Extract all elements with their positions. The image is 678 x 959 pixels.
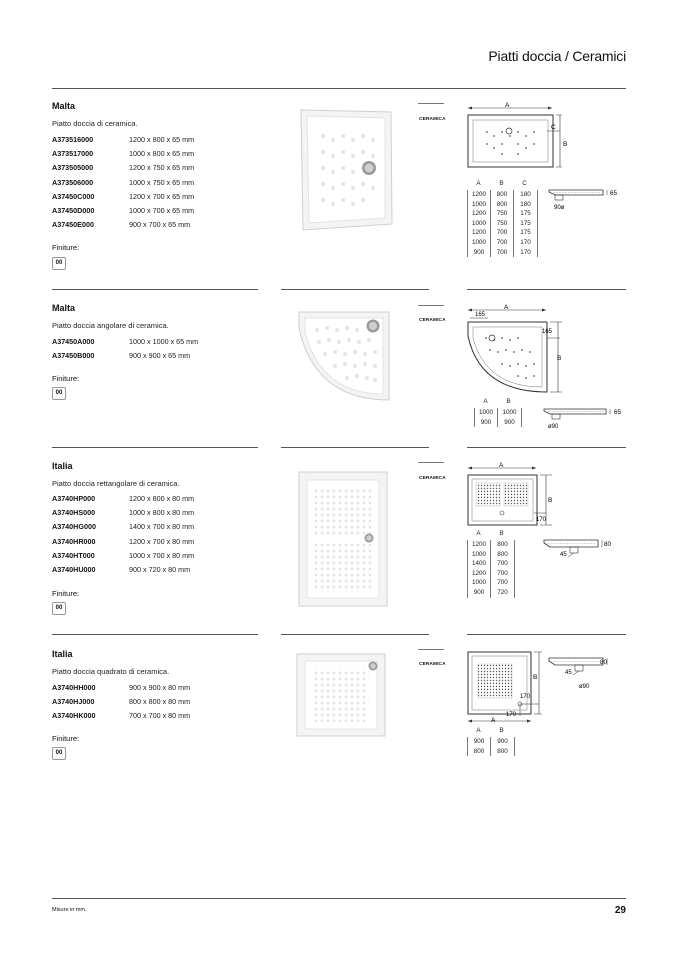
- table-cell: 1400: [471, 560, 486, 568]
- rectangular-shower-tray-photo: [295, 470, 391, 610]
- dim-label-c: C: [551, 124, 556, 131]
- table-cell: 700: [496, 229, 508, 237]
- photo-divider: [281, 447, 429, 448]
- product-row: [52, 218, 194, 232]
- product-size: 1200 x 750 x 65 mm: [129, 163, 195, 173]
- dimension-table-body: [467, 190, 538, 257]
- dim-label-drain: 90ø: [554, 205, 565, 211]
- dim-label-b: B: [533, 674, 538, 681]
- product-list: [52, 335, 198, 363]
- drawing-divider: [467, 88, 626, 89]
- product-list: [52, 492, 194, 577]
- table-cell: 900: [480, 418, 492, 426]
- finish-label: Finiture:: [52, 243, 80, 252]
- table-cell: 700: [497, 579, 508, 587]
- dim-label-b: B: [563, 141, 568, 148]
- product-row: [52, 695, 190, 709]
- product-size: 1400 x 700 x 80 mm: [129, 522, 195, 532]
- table-cell: 1200: [471, 229, 486, 237]
- table-cell: 900: [504, 418, 515, 426]
- finish-badge: 00: [52, 747, 66, 760]
- product-code: A37450D000: [52, 206, 95, 216]
- photo-divider: [281, 289, 429, 290]
- table-cell: 1200: [471, 210, 486, 218]
- product-row: [52, 190, 194, 204]
- table-column: [491, 737, 514, 756]
- table-cell: 1000: [471, 238, 486, 246]
- product-size: 700 x 700 x 80 mm: [129, 711, 191, 721]
- table-cell: 800: [496, 191, 508, 198]
- dim-label-drain: ø90: [579, 684, 590, 690]
- section-divider: [52, 634, 258, 635]
- section-divider: [52, 289, 258, 290]
- product-size: 1200 x 800 x 65 mm: [129, 135, 195, 144]
- dim-label-b: B: [548, 497, 553, 504]
- material-label: CERAMICA: [419, 318, 446, 323]
- square-shower-tray-photo: [295, 652, 387, 738]
- dim-label-offset: 170: [536, 517, 547, 523]
- product-row: [52, 520, 194, 534]
- table-cell: 900: [473, 588, 485, 596]
- dim-label-angle: 45: [565, 670, 572, 676]
- product-row: [52, 147, 194, 161]
- table-cell: 170: [520, 238, 531, 246]
- technical-drawing-top: [462, 302, 582, 397]
- table-cell: 800: [497, 541, 508, 548]
- table-column: [468, 540, 491, 598]
- page-number: 29: [614, 905, 626, 916]
- product-size: 1000 x 700 x 80 mm: [129, 550, 195, 560]
- dim-label-height: 65: [610, 190, 618, 197]
- product-row: [52, 349, 198, 363]
- technical-drawing-top: [462, 100, 582, 180]
- table-cell: 750: [496, 210, 508, 218]
- product-code: A3740HG000: [52, 522, 96, 532]
- table-cell: 700: [496, 238, 508, 246]
- section-title: Malta: [52, 303, 76, 313]
- product-size: 1200 x 700 x 65 mm: [129, 191, 195, 201]
- finish-badge: 00: [52, 387, 66, 400]
- finish-label: Finiture:: [52, 734, 80, 743]
- product-size: 900 x 700 x 65 mm: [129, 220, 191, 230]
- product-size: 1200 x 800 x 80 mm: [129, 494, 195, 503]
- table-cell: 175: [520, 210, 531, 218]
- shower-tray-photo: [295, 106, 397, 232]
- table-column: [491, 190, 514, 257]
- section-description: Piatto doccia rettangolare di ceramica.: [52, 479, 180, 488]
- product-size: 900 x 900 x 80 mm: [129, 683, 191, 692]
- product-code: A3740HJ000: [52, 697, 95, 707]
- product-row: [52, 681, 190, 695]
- product-code: A3740HH000: [52, 683, 96, 692]
- dimension-table-header: [467, 530, 515, 540]
- material-divider: [418, 649, 444, 650]
- section-description: Piatto doccia angolare di ceramica.: [52, 321, 169, 330]
- product-size: 1000 x 700 x 65 mm: [129, 206, 195, 216]
- table-cell: 1200: [471, 541, 486, 548]
- product-row: [52, 335, 198, 349]
- table-header-b: B: [499, 180, 504, 187]
- product-code: A37450A000: [52, 337, 95, 346]
- drawing-divider: [467, 289, 626, 290]
- finish-badge: 00: [52, 257, 66, 270]
- product-row: [52, 492, 194, 506]
- material-divider: [418, 462, 444, 463]
- table-column: [475, 408, 498, 427]
- table-cell: 1000: [502, 409, 517, 416]
- product-code: A373517000: [52, 149, 94, 159]
- table-cell: 900: [473, 738, 485, 745]
- material-divider: [418, 305, 444, 306]
- table-header-a: A: [476, 727, 481, 734]
- product-size: 1000 x 1000 x 65 mm: [129, 337, 199, 346]
- material-label: CERAMICA: [419, 117, 446, 122]
- product-code: A373506000: [52, 177, 94, 187]
- product-code: A373505000: [52, 163, 94, 173]
- dimension-table-body: [467, 540, 515, 598]
- material-label: CERAMICA: [419, 476, 446, 481]
- product-size: 1200 x 700 x 80 mm: [129, 536, 195, 546]
- section-title: Malta: [52, 101, 76, 111]
- dim-label-height: 65: [614, 409, 622, 416]
- product-code: A3740HR000: [52, 536, 96, 546]
- finish-badge: 00: [52, 602, 66, 615]
- product-row: [52, 133, 194, 147]
- page-title: Piatti doccia / Ceramici: [488, 48, 626, 64]
- product-code: A373516000: [52, 135, 94, 144]
- product-size: 900 x 720 x 80 mm: [129, 565, 191, 575]
- table-cell: 900: [473, 248, 485, 256]
- dim-label-offset-bottom: 170: [506, 712, 517, 718]
- dim-label-b: B: [557, 355, 562, 362]
- table-cell: 800: [496, 200, 508, 208]
- table-column: [468, 190, 491, 257]
- product-code: A37450B000: [52, 351, 95, 361]
- dim-label-drain: ø90: [548, 424, 559, 430]
- technical-drawing-profile: [545, 184, 625, 214]
- product-code: A37450E000: [52, 220, 94, 230]
- product-code: A37450C000: [52, 191, 95, 201]
- table-cell: 900: [497, 738, 508, 745]
- product-size: 900 x 900 x 65 mm: [129, 351, 191, 361]
- dim-label-height: 80: [604, 541, 612, 548]
- product-code: A3740HT000: [52, 550, 95, 560]
- technical-drawing-profile: [545, 652, 625, 692]
- dimension-table-body: [474, 408, 522, 427]
- product-size: 1000 x 800 x 65 mm: [129, 149, 195, 159]
- dim-label-a: A: [499, 462, 504, 469]
- table-cell: 1000: [478, 409, 493, 416]
- product-size: 800 x 800 x 80 mm: [129, 697, 191, 707]
- product-row: [52, 176, 194, 190]
- product-size: 1000 x 800 x 80 mm: [129, 508, 195, 518]
- table-column: [514, 190, 537, 257]
- table-cell: 800: [497, 550, 508, 558]
- table-header-b: B: [499, 530, 504, 537]
- table-cell: 720: [497, 588, 508, 596]
- dimension-table: [474, 398, 522, 427]
- table-header-c: C: [522, 180, 527, 187]
- table-column: [468, 737, 491, 756]
- dim-label-offset-side: 165: [542, 329, 553, 335]
- table-cell: 800: [497, 747, 508, 755]
- technical-drawing-profile: [540, 534, 620, 564]
- section-description: Piatto doccia di ceramica.: [52, 119, 138, 128]
- section-divider: [52, 447, 258, 448]
- table-cell: 1200: [471, 191, 486, 198]
- corner-shower-tray-photo: [295, 308, 393, 404]
- table-header-a: A: [483, 398, 488, 405]
- section-title: Italia: [52, 649, 73, 659]
- table-cell: 1000: [471, 579, 486, 587]
- table-header-a: A: [476, 530, 481, 537]
- product-size: 1000 x 750 x 65 mm: [129, 177, 195, 187]
- table-column: [498, 408, 521, 427]
- section-title: Italia: [52, 461, 73, 471]
- table-cell: 1000: [471, 219, 486, 227]
- product-row: [52, 204, 194, 218]
- dimension-table-body: [467, 737, 515, 756]
- footer-divider: [52, 898, 626, 899]
- dim-label-a: A: [504, 304, 509, 311]
- finish-label: Finiture:: [52, 589, 80, 598]
- dimension-table: [467, 180, 538, 257]
- dimension-table-header: [467, 727, 515, 737]
- dim-label-angle: 45: [560, 552, 567, 558]
- table-cell: 700: [497, 569, 508, 577]
- table-cell: 170: [520, 248, 531, 256]
- table-cell: 175: [520, 219, 531, 227]
- table-header-b: B: [499, 727, 504, 734]
- product-row: [52, 549, 194, 563]
- dim-label-a: A: [505, 102, 510, 109]
- photo-divider: [281, 88, 429, 89]
- technical-drawing-top: [462, 460, 582, 535]
- product-list: [52, 133, 194, 232]
- product-row: [52, 563, 194, 577]
- product-code: A3740HS000: [52, 508, 96, 518]
- dim-label-offset-side: 170: [520, 694, 531, 700]
- dim-label-height: 80: [600, 659, 608, 666]
- product-code: A3740HU000: [52, 565, 96, 575]
- product-code: A3740HK000: [52, 711, 96, 721]
- section-description: Piatto doccia quadrato di ceramica.: [52, 667, 170, 676]
- table-cell: 700: [497, 560, 508, 568]
- table-cell: 700: [496, 248, 508, 256]
- product-row: [52, 161, 194, 175]
- drawing-divider: [467, 447, 626, 448]
- dim-label-offset-top: 165: [475, 312, 486, 318]
- photo-divider: [281, 634, 429, 635]
- product-code: A3740HP000: [52, 494, 96, 503]
- product-list: [52, 681, 190, 724]
- material-label: CERAMICA: [419, 662, 446, 667]
- technical-drawing-profile: [540, 403, 625, 433]
- table-cell: 180: [520, 191, 531, 198]
- dim-label-a: A: [491, 717, 496, 724]
- footnote: Misure in mm.: [52, 907, 87, 913]
- dimension-table: [467, 727, 515, 756]
- product-row: [52, 709, 190, 723]
- drawing-divider: [467, 634, 626, 635]
- table-cell: 800: [473, 747, 485, 755]
- dimension-table-header: [474, 398, 522, 408]
- dimension-table: [467, 530, 515, 598]
- table-cell: 750: [496, 219, 508, 227]
- material-divider: [418, 103, 444, 104]
- table-header-a: A: [476, 180, 481, 187]
- table-cell: 180: [520, 200, 531, 208]
- table-cell: 1200: [471, 569, 486, 577]
- table-column: [491, 540, 514, 598]
- section-divider: [52, 88, 258, 89]
- table-header-b: B: [506, 398, 511, 405]
- table-cell: 1000: [471, 200, 486, 208]
- table-cell: 175: [520, 229, 531, 237]
- product-row: [52, 535, 194, 549]
- finish-label: Finiture:: [52, 374, 80, 383]
- product-row: [52, 506, 194, 520]
- table-cell: 1000: [471, 550, 486, 558]
- dimension-table-header: [467, 180, 538, 190]
